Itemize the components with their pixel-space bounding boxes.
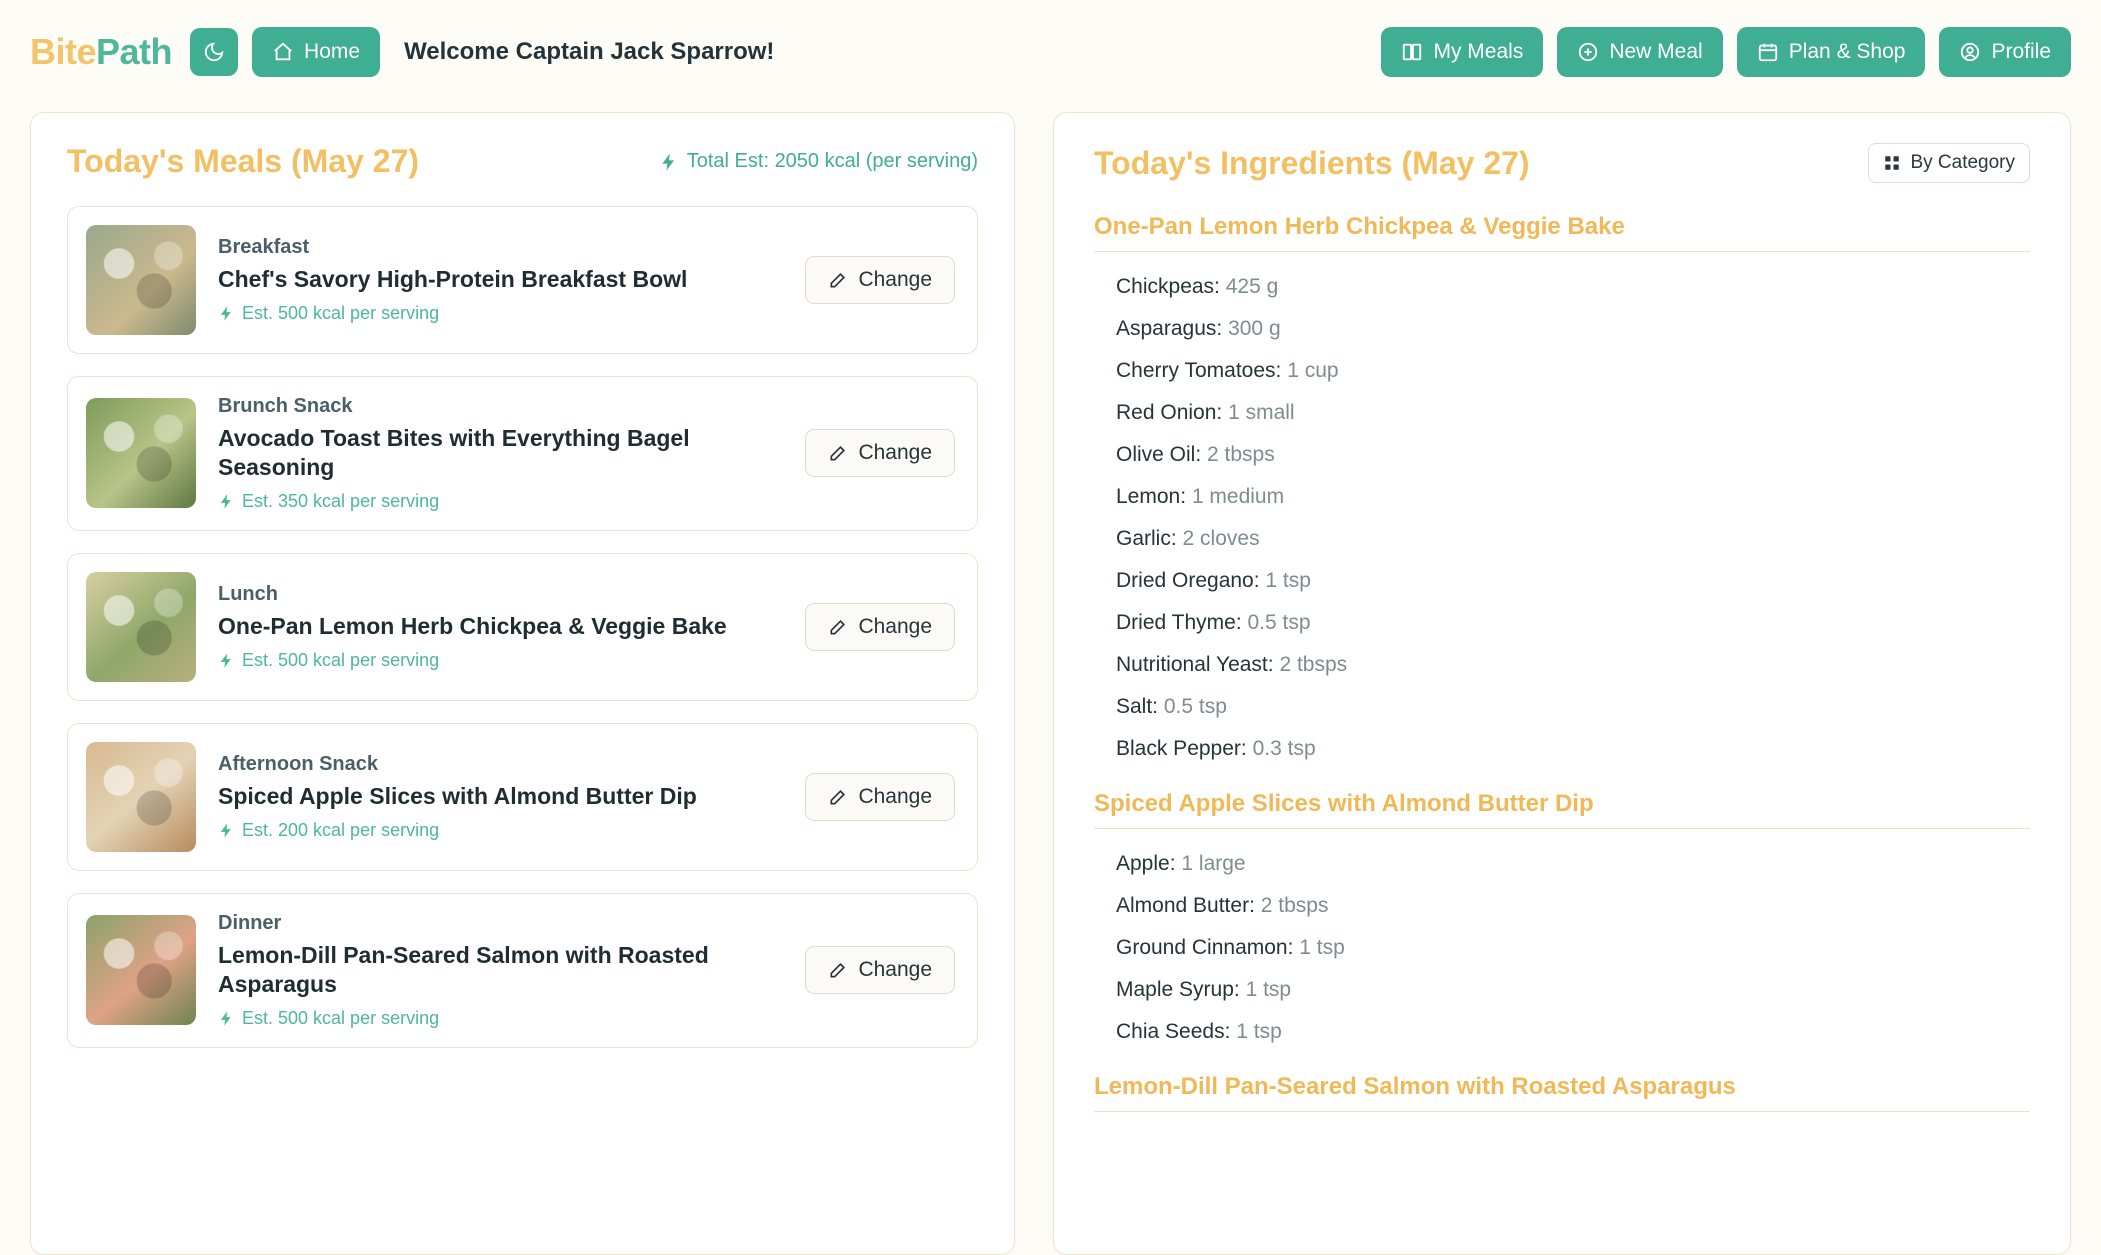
ingredient-item bbox=[1094, 476, 2030, 518]
change-meal-button[interactable] bbox=[805, 603, 955, 651]
bolt-icon bbox=[218, 652, 235, 669]
ingredients-title: Today's Ingredients (May 27) bbox=[1094, 144, 1530, 181]
meal-info bbox=[218, 912, 783, 1029]
ingredient-name: Almond Butter: bbox=[1116, 894, 1255, 917]
book-icon bbox=[1401, 41, 1423, 63]
bolt-icon bbox=[218, 1010, 235, 1027]
meal-slot-label: Brunch Snack bbox=[218, 395, 353, 417]
grid-icon bbox=[1883, 154, 1901, 172]
ingredient-item bbox=[1094, 686, 2030, 728]
meal-name: Lemon-Dill Pan-Seared Salmon with Roasted Asparagus bbox=[218, 941, 709, 998]
edit-icon bbox=[828, 443, 848, 463]
change-meal-button[interactable] bbox=[805, 256, 955, 304]
welcome-message: Welcome Captain Jack Sparrow! bbox=[404, 38, 775, 65]
ingredient-name: Ground Cinnamon: bbox=[1116, 936, 1294, 959]
plan-and-shop-label: Plan & Shop bbox=[1788, 40, 1906, 63]
ingredient-item bbox=[1094, 885, 2030, 927]
ingredient-qty: 1 tsp bbox=[1265, 569, 1311, 592]
ingredient-item bbox=[1094, 644, 2030, 686]
meal-row[interactable] bbox=[67, 893, 978, 1048]
meal-thumbnail bbox=[86, 398, 196, 508]
primary-nav bbox=[1381, 27, 2071, 77]
by-category-toggle[interactable] bbox=[1868, 143, 2030, 183]
ingredient-item bbox=[1094, 392, 2030, 434]
change-meal-label: Change bbox=[858, 958, 932, 982]
plan-and-shop-button[interactable] bbox=[1737, 27, 1926, 77]
ingredient-item bbox=[1094, 1011, 2030, 1053]
meal-thumbnail bbox=[86, 572, 196, 682]
ingredient-qty: 1 cup bbox=[1287, 359, 1339, 382]
app-logo[interactable] bbox=[30, 31, 172, 73]
ingredient-name: Asparagus: bbox=[1116, 317, 1223, 340]
ingredient-name: Nutritional Yeast: bbox=[1116, 653, 1274, 676]
bolt-icon bbox=[218, 493, 235, 510]
meal-thumbnail bbox=[86, 742, 196, 852]
ingredient-name: Cherry Tomatoes: bbox=[1116, 359, 1282, 382]
total-calories-label: Total Est: 2050 kcal (per serving) bbox=[686, 150, 978, 172]
ingredient-name: Dried Thyme: bbox=[1116, 611, 1242, 634]
bolt-icon bbox=[218, 822, 235, 839]
meal-name: Avocado Toast Bites with Everything Bagel Seasoning bbox=[218, 425, 690, 481]
change-meal-label: Change bbox=[858, 784, 932, 808]
ingredient-qty: 2 tbsps bbox=[1207, 443, 1275, 466]
meal-slot-label: Dinner bbox=[218, 911, 282, 934]
meal-row[interactable] bbox=[67, 206, 978, 354]
meal-info bbox=[218, 753, 783, 840]
ingredient-qty: 1 tsp bbox=[1245, 978, 1292, 1001]
ingredient-item bbox=[1094, 350, 2030, 392]
bolt-icon bbox=[659, 152, 679, 172]
meal-calories bbox=[218, 1008, 783, 1029]
home-icon bbox=[272, 41, 294, 63]
change-meal-button[interactable] bbox=[805, 773, 955, 821]
meals-panel-header bbox=[67, 143, 978, 180]
ingredient-item bbox=[1094, 308, 2030, 350]
ingredient-qty: 1 large bbox=[1181, 852, 1246, 875]
todays-ingredients-panel bbox=[1053, 112, 2071, 1255]
ingredient-qty: 1 medium bbox=[1191, 485, 1285, 508]
calendar-icon bbox=[1757, 41, 1779, 63]
edit-icon bbox=[828, 960, 848, 980]
ingredient-qty: 2 tbsps bbox=[1260, 894, 1329, 917]
meal-thumbnail bbox=[86, 225, 196, 335]
change-meal-label: Change bbox=[858, 441, 932, 465]
ingredient-group-title: Spiced Apple Slices with Almond Butter Dip bbox=[1094, 790, 2030, 829]
ingredient-group-title: Lemon-Dill Pan-Seared Salmon with Roasted Asparagus bbox=[1094, 1073, 2030, 1112]
ingredient-name: Olive Oil: bbox=[1116, 443, 1202, 466]
ingredient-qty: 1 small bbox=[1228, 401, 1295, 424]
meal-info bbox=[218, 395, 783, 512]
theme-toggle-button[interactable] bbox=[190, 28, 238, 76]
logo-bite: Bite bbox=[30, 31, 97, 72]
change-meal-button[interactable] bbox=[805, 429, 955, 477]
my-meals-button[interactable] bbox=[1381, 27, 1543, 77]
page-title: Today's Meals (May 27) bbox=[67, 143, 420, 179]
edit-icon bbox=[828, 787, 848, 807]
ingredient-qty: 1 tsp bbox=[1299, 936, 1345, 959]
meal-slot-label: Breakfast bbox=[218, 236, 310, 259]
ingredient-name: Chia Seeds: bbox=[1116, 1020, 1231, 1043]
home-button[interactable] bbox=[252, 27, 380, 77]
ingredient-item bbox=[1094, 728, 2030, 770]
ingredient-item bbox=[1094, 602, 2030, 644]
change-meal-button[interactable] bbox=[805, 946, 955, 994]
ingredient-name: Red Onion: bbox=[1116, 401, 1223, 424]
meal-name: Spiced Apple Slices with Almond Butter Dip bbox=[218, 783, 697, 810]
logo-path: Path bbox=[96, 31, 173, 72]
meal-row[interactable] bbox=[67, 376, 978, 531]
ingredient-qty: 0.3 tsp bbox=[1252, 737, 1316, 760]
ingredient-qty: 0.5 tsp bbox=[1247, 611, 1311, 634]
profile-button[interactable] bbox=[1939, 27, 2071, 77]
ingredient-name: Apple: bbox=[1116, 852, 1176, 875]
ingredient-name: Dried Oregano: bbox=[1116, 569, 1260, 592]
ingredient-name: Lemon: bbox=[1116, 485, 1187, 508]
main-content bbox=[0, 104, 2101, 1255]
new-meal-button[interactable] bbox=[1557, 27, 1722, 77]
meal-row[interactable] bbox=[67, 553, 978, 701]
new-meal-label: New Meal bbox=[1609, 40, 1703, 63]
meal-calories-label: Est. 500 kcal per serving bbox=[242, 1007, 440, 1028]
user-circle-icon bbox=[1959, 41, 1981, 63]
meal-slot-label: Afternoon Snack bbox=[218, 753, 379, 776]
meal-thumbnail bbox=[86, 915, 196, 1025]
change-meal-label: Change bbox=[858, 268, 932, 291]
ingredient-name: Black Pepper: bbox=[1116, 737, 1247, 760]
meal-name: One-Pan Lemon Herb Chickpea & Veggie Bake bbox=[218, 613, 727, 640]
ingredient-item bbox=[1094, 927, 2030, 969]
ingredient-name: Maple Syrup: bbox=[1116, 978, 1240, 1001]
ingredients-panel-header bbox=[1094, 143, 2030, 183]
ingredient-item bbox=[1094, 560, 2030, 602]
ingredient-item bbox=[1094, 266, 2030, 308]
meal-calories-label: Est. 500 kcal per serving bbox=[242, 649, 440, 670]
meal-info bbox=[218, 583, 783, 670]
ingredient-item bbox=[1094, 434, 2030, 476]
by-category-label: By Category bbox=[1910, 152, 2015, 173]
ingredient-qty: 2 cloves bbox=[1182, 527, 1260, 550]
total-calories bbox=[659, 150, 978, 173]
ingredient-item bbox=[1094, 969, 2030, 1011]
ingredient-item bbox=[1094, 518, 2030, 560]
meal-row[interactable] bbox=[67, 723, 978, 871]
meal-calories bbox=[218, 491, 783, 512]
meal-calories-label: Est. 500 kcal per serving bbox=[242, 302, 440, 323]
ingredients-scroll-area[interactable] bbox=[1094, 209, 2030, 1220]
ingredient-group-title: One-Pan Lemon Herb Chickpea & Veggie Bake bbox=[1094, 213, 2030, 252]
ingredient-qty: 2 tbsps bbox=[1279, 653, 1348, 676]
my-meals-label: My Meals bbox=[1433, 40, 1524, 63]
edit-icon bbox=[828, 617, 848, 637]
ingredient-qty: 300 g bbox=[1228, 317, 1281, 340]
ingredient-name: Chickpeas: bbox=[1116, 275, 1220, 298]
meal-slot-label: Lunch bbox=[218, 583, 278, 606]
ingredient-item bbox=[1094, 843, 2030, 885]
meal-calories bbox=[218, 650, 783, 671]
moon-icon bbox=[203, 41, 225, 63]
ingredient-name: Salt: bbox=[1116, 695, 1159, 718]
profile-label: Profile bbox=[1991, 40, 2051, 63]
meal-calories bbox=[218, 820, 783, 841]
ingredient-name: Garlic: bbox=[1116, 527, 1177, 550]
meal-calories bbox=[218, 303, 783, 324]
plus-circle-icon bbox=[1577, 41, 1599, 63]
ingredient-qty: 1 tsp bbox=[1236, 1020, 1282, 1043]
ingredient-qty: 0.5 tsp bbox=[1163, 695, 1227, 718]
meal-calories-label: Est. 200 kcal per serving bbox=[242, 819, 440, 840]
meal-info bbox=[218, 236, 783, 323]
todays-meals-panel bbox=[30, 112, 1015, 1255]
home-label: Home bbox=[304, 40, 361, 63]
bolt-icon bbox=[218, 305, 235, 322]
meal-name: Chef's Savory High-Protein Breakfast Bowl bbox=[218, 266, 688, 293]
meal-calories-label: Est. 350 kcal per serving bbox=[242, 490, 440, 511]
edit-icon bbox=[828, 270, 848, 290]
ingredient-qty: 425 g bbox=[1225, 275, 1279, 298]
top-navigation-bar bbox=[0, 0, 2101, 104]
change-meal-label: Change bbox=[858, 614, 932, 638]
